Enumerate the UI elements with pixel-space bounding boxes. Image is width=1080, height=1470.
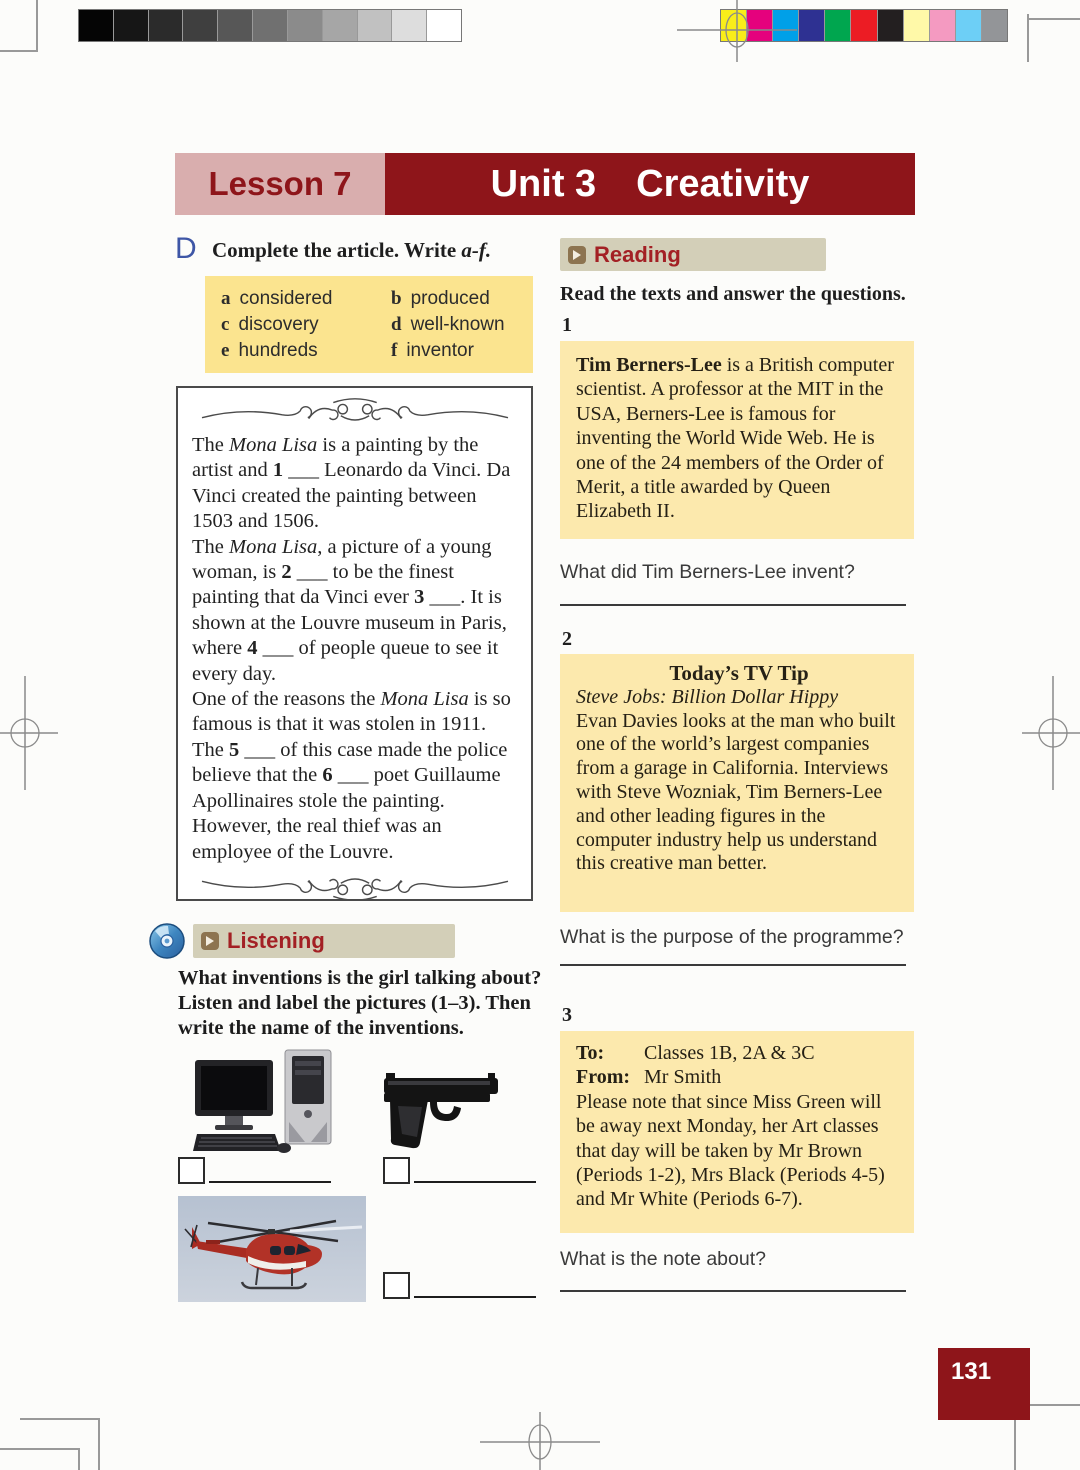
registration-target-icon (1020, 676, 1080, 790)
article-text (178, 429, 531, 865)
registration-target-icon (480, 1412, 600, 1470)
pistol-icon (380, 1062, 506, 1150)
registration-target-icon (677, 0, 797, 62)
answer-write-line[interactable] (560, 604, 906, 606)
lesson-label: Lesson 7 (175, 153, 385, 215)
reading-text-2: Today’s TV Tip Steve Jobs: Billion Dollar Hippy Evan Davies looks at the man who built one of the world’s largest companies from a garage in California. Interviews with Steve Wozniak, Tim Berners-Lee and other leading figures in the computer industry help us understand this creative man better. (560, 654, 914, 912)
mona-lisa-article (176, 386, 533, 901)
play-arrow-icon (201, 932, 219, 950)
word-bank-item: c discovery (221, 313, 319, 335)
picture-desktop-computer (193, 1048, 335, 1154)
tv-tip-subtitle: Steve Jobs: Billion Dollar Hippy (576, 685, 839, 708)
label-answer-3 (383, 1272, 536, 1299)
reading-question-3: What is the note about? (560, 1248, 766, 1270)
cd-audio-icon (147, 921, 187, 961)
article-paragraph: One of the reasons the Mona Lisa is so famous is that it was stolen in 1911. The 5 ___ of this case made the police believe that the 6 ___ poet Guillaume Apollinaires stole the painting. However, the real thief was an employee of the Louvre. (192, 688, 511, 863)
crop-mark (1014, 1418, 1016, 1470)
answer-checkbox[interactable] (178, 1157, 205, 1184)
crop-mark (1029, 18, 1080, 20)
memo-from-row: From: Mr Smith (576, 1066, 722, 1089)
article-paragraph: The Mona Lisa is a painting by the artist and 1 ___ Leonardo da Vinci. Da Vinci created the painting between 1503 and 1506. (192, 434, 511, 533)
word-bank-item: f inventor (391, 339, 474, 361)
crop-mark (78, 1448, 80, 1470)
picture-helicopter (178, 1196, 366, 1302)
word-bank-item: b produced (391, 287, 490, 309)
crop-mark (1027, 14, 1029, 62)
answer-write-line[interactable] (414, 1181, 536, 1183)
reading-header (560, 238, 826, 271)
answer-write-line[interactable] (209, 1181, 331, 1183)
listening-instruction: What inventions is the girl talking about? Listen and label the pictures (1–3). Then write the name of the inventions. (178, 967, 542, 1039)
answer-checkbox[interactable] (383, 1272, 410, 1299)
crop-mark (36, 0, 38, 52)
page-number: 131 (938, 1348, 1030, 1420)
reading-text-1: Tim Berners-Lee is a British computer scientist. A professor at the MIT in the USA, Berners-Lee is famous for inventing the World Wide Web. He is one of the 24 members of the Order of Merit, a title awarded by Queen Elizabeth II. (560, 341, 914, 539)
answer-checkbox[interactable] (383, 1157, 410, 1184)
reading-item-number: 3 (562, 1004, 572, 1026)
unit-label: Unit 3 (490, 162, 597, 205)
answer-write-line[interactable] (560, 964, 906, 966)
unit-title: Creativity (636, 162, 810, 205)
reading-instruction: Read the texts and answer the questions. (560, 283, 906, 305)
ornament-flourish-icon (195, 870, 515, 904)
picture-pistol (380, 1062, 506, 1150)
play-arrow-icon (568, 246, 586, 264)
article-paragraph: The Mona Lisa, a picture of a young woman, is 2 ___ to be the finest painting that da Vinci ever 3 ___. It is shown at the Louvre museum in Paris, where 4 ___ of people queue to see it every day. (192, 535, 507, 685)
crop-mark (0, 50, 37, 52)
section-letter-d: D (175, 232, 197, 265)
tv-tip-title: Today’s TV Tip (669, 661, 809, 685)
word-bank-item: a considered (221, 287, 333, 309)
grayscale-calibration-bar (78, 9, 462, 42)
reading-header-label: Reading (594, 241, 681, 267)
ornament-flourish-icon (195, 395, 515, 429)
label-answer-1 (178, 1157, 331, 1184)
reading-item-number: 2 (562, 628, 572, 650)
listening-header-label: Listening (227, 928, 325, 953)
word-bank-item: e hundreds (221, 339, 318, 361)
crop-mark (0, 1448, 80, 1450)
reading-text-3: To: Classes 1B, 2A & 3C From: Mr Smith Please note that since Miss Green will be away next Monday, her Art classes that day will be taken by Mr Brown (Periods 1-2), Mrs Black (Periods 4-5) and Mr White (Periods 6-7). (560, 1031, 914, 1233)
word-bank-item: d well-known (391, 313, 505, 335)
section-d-instruction: Complete the article. Write a-f. (212, 238, 492, 262)
answer-write-line[interactable] (560, 1290, 906, 1292)
word-bank (205, 276, 533, 373)
desktop-computer-icon (193, 1048, 335, 1154)
listening-header (193, 924, 455, 958)
reading-question-1: What did Tim Berners-Lee invent? (560, 561, 855, 583)
crop-mark (20, 1418, 100, 1420)
helicopter-icon (178, 1196, 366, 1302)
reading-item-number: 1 (562, 314, 572, 336)
memo-to-row: To: Classes 1B, 2A & 3C (576, 1042, 815, 1064)
registration-target-icon (0, 676, 60, 790)
unit-title-bar (385, 153, 915, 215)
label-answer-2 (383, 1157, 536, 1184)
lesson-banner (175, 153, 915, 215)
answer-write-line[interactable] (414, 1296, 536, 1298)
crop-mark (98, 1418, 100, 1470)
reading-question-2: What is the purpose of the programme? (560, 926, 904, 948)
